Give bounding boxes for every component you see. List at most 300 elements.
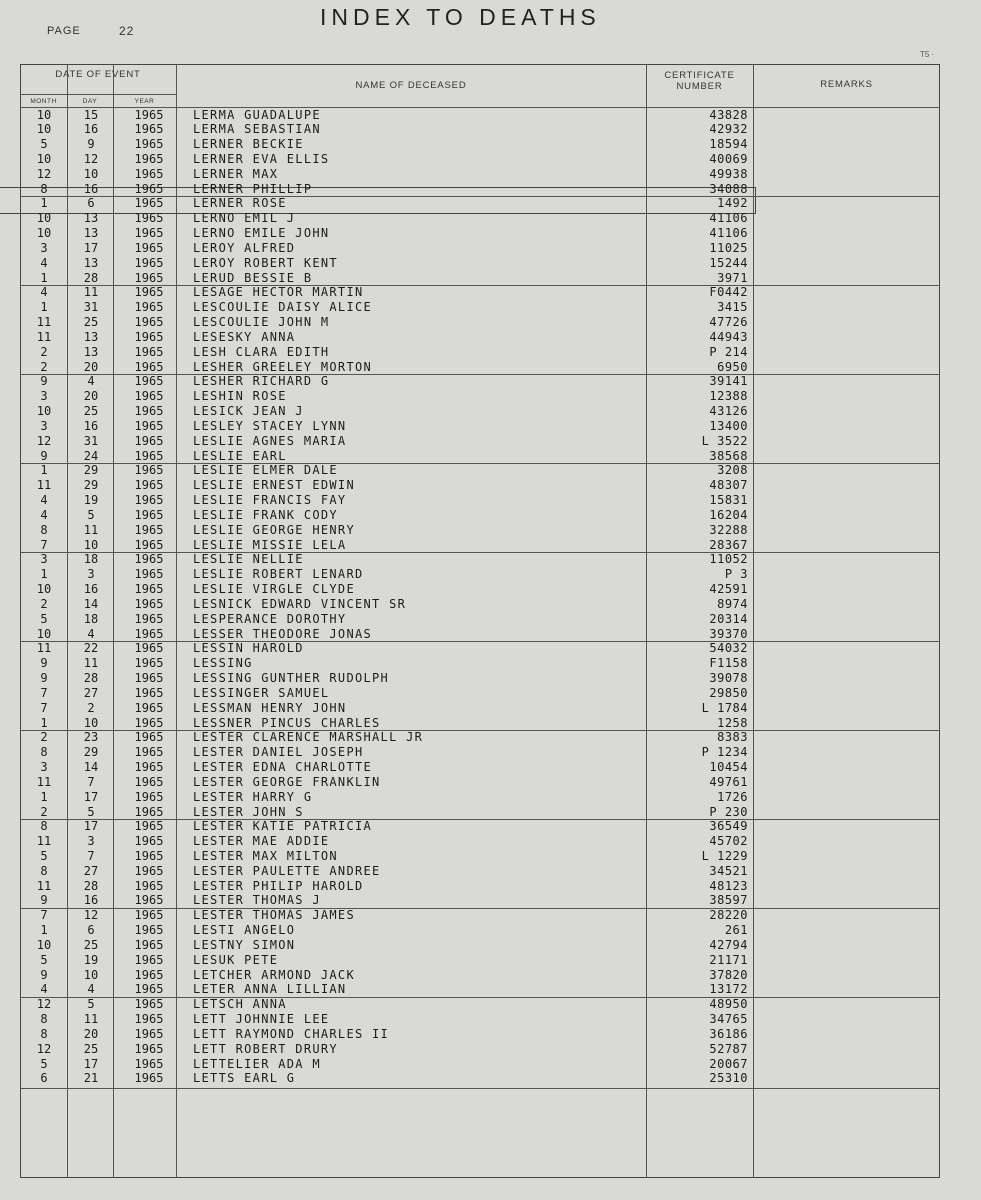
table-row [20,478,940,493]
table-row [20,419,940,434]
record-day: 28 [83,878,99,893]
record-year: 1965 [134,137,164,152]
record-certificate: 43828 [709,107,748,122]
table-row [20,226,940,241]
record-day: 3 [87,834,95,849]
table-row [20,938,940,953]
page-label: PAGE [47,25,81,37]
record-month: 10 [36,404,52,419]
record-certificate: 25310 [709,1071,748,1086]
record-day: 13 [83,226,99,241]
record-certificate: P 1234 [701,745,748,760]
table-row [20,404,940,419]
record-name: LESPERANCE DOROTHY [193,611,347,626]
record-certificate: 48123 [709,878,748,893]
table-row [20,1027,940,1042]
record-month: 10 [36,226,52,241]
record-month: 7 [40,700,48,715]
record-month: 1 [40,715,48,730]
record-certificate: 44943 [709,329,748,344]
record-day: 5 [87,507,95,522]
record-certificate: 43126 [709,404,748,419]
record-year: 1965 [134,878,164,893]
record-day: 20 [83,359,99,374]
record-month: 9 [40,671,48,686]
record-name: LESLIE EARL [193,448,287,463]
record-name: LESHER RICHARD G [193,374,330,389]
record-year: 1965 [134,967,164,982]
table-row [20,849,940,864]
table-row [20,641,940,656]
record-certificate: 11052 [709,552,748,567]
record-month: 11 [36,878,52,893]
header-remarks: REMARKS [820,79,873,90]
record-name: LESTER GEORGE FRANKLIN [193,774,381,789]
header-certificate-number: CERTIFICATE NUMBER [664,70,735,92]
record-name: LESTNY SIMON [193,937,296,952]
record-name: LERNO EMIL J [193,211,296,226]
record-year: 1965 [134,151,164,166]
record-month: 2 [40,344,48,359]
record-certificate: 1258 [717,715,748,730]
record-certificate: 20314 [709,611,748,626]
record-name: LESCOULIE DAISY ALICE [193,300,373,315]
record-month: 3 [40,389,48,404]
record-name: LESH CLARA EDITH [193,344,330,359]
record-year: 1965 [134,937,164,952]
table-row [20,552,940,567]
record-certificate: F0442 [709,285,748,300]
table-row [20,330,940,345]
record-year: 1965 [134,908,164,923]
record-name: LETTELIER ADA M [193,1056,321,1071]
record-year: 1965 [134,507,164,522]
record-day: 15 [83,107,99,122]
record-name: LETCHER ARMOND JACK [193,967,355,982]
table-row [20,775,940,790]
record-day: 21 [83,1071,99,1086]
record-year: 1965 [134,300,164,315]
record-month: 5 [40,611,48,626]
record-day: 16 [83,122,99,137]
record-day: 25 [83,315,99,330]
record-day: 7 [87,774,95,789]
record-day: 25 [83,937,99,952]
record-certificate: 39370 [709,626,748,641]
table-row [20,908,940,923]
record-name: LERNER MAX [193,166,279,181]
record-year: 1965 [134,181,164,196]
record-year: 1965 [134,789,164,804]
record-certificate: 8974 [717,596,748,611]
table-row [20,389,940,404]
record-day: 6 [87,923,95,938]
record-certificate: 41106 [709,226,748,241]
record-year: 1965 [134,418,164,433]
table-row [20,1071,940,1086]
record-certificate: 47726 [709,315,748,330]
record-certificate: P 214 [709,344,748,359]
record-month: 10 [36,211,52,226]
record-month: 1 [40,789,48,804]
record-certificate: 3415 [717,300,748,315]
record-month: 12 [36,1041,52,1056]
table-row [20,285,940,300]
record-name: LESLIE ELMER DALE [193,463,338,478]
record-day: 18 [83,552,99,567]
table-row [20,716,940,731]
record-year: 1965 [134,374,164,389]
table-row [20,1057,940,1072]
record-certificate: 49761 [709,774,748,789]
record-month: 5 [40,1056,48,1071]
table-row [20,582,940,597]
table-row [20,745,940,760]
record-certificate: 38597 [709,893,748,908]
table-row [20,627,940,642]
record-certificate: 1726 [717,789,748,804]
table-row [20,315,940,330]
record-year: 1965 [134,389,164,404]
record-month: 10 [36,151,52,166]
record-day: 17 [83,789,99,804]
record-certificate: 16204 [709,507,748,522]
record-name: LERMA GUADALUPE [193,107,321,122]
record-month: 5 [40,137,48,152]
record-year: 1965 [134,819,164,834]
record-name: LESSING [193,656,253,671]
record-day: 10 [83,537,99,552]
record-year: 1965 [134,626,164,641]
record-day: 23 [83,730,99,745]
record-certificate: 49938 [709,166,748,181]
record-day: 25 [83,404,99,419]
record-month: 1 [40,270,48,285]
record-month: 9 [40,893,48,908]
record-day: 27 [83,685,99,700]
record-year: 1965 [134,1071,164,1086]
record-month: 11 [36,478,52,493]
table-row [20,167,940,182]
table-row [20,463,940,478]
record-name: LESTER MAE ADDIE [193,834,330,849]
record-day: 29 [83,745,99,760]
record-day: 22 [83,641,99,656]
record-name: LESLIE NELLIE [193,552,304,567]
record-certificate: 52787 [709,1041,748,1056]
table-row [20,879,940,894]
record-day: 20 [83,1026,99,1041]
table-row [20,686,940,701]
record-month: 10 [36,107,52,122]
record-certificate: 6950 [717,359,748,374]
record-year: 1965 [134,404,164,419]
record-month: 4 [40,285,48,300]
record-month: 3 [40,240,48,255]
record-day: 18 [83,611,99,626]
record-day: 11 [83,1012,99,1027]
page-title: INDEX TO DEATHS [320,4,601,30]
record-year: 1965 [134,433,164,448]
record-name: LESNICK EDWARD VINCENT SR [193,596,407,611]
record-month: 12 [36,997,52,1012]
record-month: 1 [40,923,48,938]
record-name: LESSING GUNTHER RUDOLPH [193,671,390,686]
record-year: 1965 [134,359,164,374]
record-month: 8 [40,819,48,834]
record-certificate: 3971 [717,270,748,285]
record-name: LESLIE FRANCIS FAY [193,493,347,508]
table-row [20,241,940,256]
record-name: LESHIN ROSE [193,389,287,404]
table-row [20,671,940,686]
table-row [20,434,940,449]
record-day: 28 [83,270,99,285]
record-name: LESSNER PINCUS CHARLES [193,715,381,730]
record-day: 31 [83,433,99,448]
record-name: LERNER BECKIE [193,137,304,152]
record-year: 1965 [134,107,164,122]
record-year: 1965 [134,240,164,255]
record-year: 1965 [134,1012,164,1027]
record-name: LERMA SEBASTIAN [193,122,321,137]
record-year: 1965 [134,537,164,552]
record-day: 11 [83,656,99,671]
record-year: 1965 [134,745,164,760]
record-day: 13 [83,344,99,359]
table-row [20,968,940,983]
record-month: 8 [40,522,48,537]
record-day: 24 [83,448,99,463]
header-month: MONTH [30,98,57,105]
record-month: 5 [40,952,48,967]
record-certificate: 34088 [709,181,748,196]
record-name: LESICK JEAN J [193,404,304,419]
record-year: 1965 [134,641,164,656]
record-year: 1965 [134,700,164,715]
record-day: 16 [83,893,99,908]
record-year: 1965 [134,122,164,137]
record-certificate: 42591 [709,582,748,597]
table-row [20,271,940,286]
record-day: 13 [83,255,99,270]
record-name: LESTER KATIE PATRICIA [193,819,373,834]
record-day: 13 [83,211,99,226]
record-name: LETTS EARL G [193,1071,296,1086]
record-day: 4 [87,626,95,641]
record-name: LESLIE GEORGE HENRY [193,522,355,537]
record-year: 1965 [134,804,164,819]
record-day: 16 [83,418,99,433]
record-name: LETT JOHNNIE LEE [193,1012,330,1027]
record-month: 6 [40,1071,48,1086]
record-certificate: 41106 [709,211,748,226]
record-day: 2 [87,700,95,715]
record-certificate: 45702 [709,834,748,849]
record-month: 8 [40,1012,48,1027]
table-row [20,538,940,553]
table-row [20,345,940,360]
table-row [20,1012,940,1027]
record-certificate: 38568 [709,448,748,463]
record-day: 19 [83,493,99,508]
record-year: 1965 [134,270,164,285]
record-month: 1 [40,567,48,582]
record-month: 7 [40,537,48,552]
record-year: 1965 [134,315,164,330]
record-month: 1 [40,300,48,315]
record-certificate: 261 [724,923,748,938]
record-certificate: F1158 [709,656,748,671]
record-day: 28 [83,671,99,686]
record-name: LERNO EMILE JOHN [193,226,330,241]
record-year: 1965 [134,567,164,582]
record-name: LEROY ROBERT KENT [193,255,338,270]
record-name: LESLIE VIRGLE CLYDE [193,582,355,597]
record-certificate: 28367 [709,537,748,552]
record-year: 1965 [134,893,164,908]
header-subdivider [20,94,176,95]
record-name: LESLIE ROBERT LENARD [193,567,364,582]
record-day: 10 [83,715,99,730]
record-day: 3 [87,567,95,582]
table-row [20,122,940,137]
table-row [20,953,940,968]
record-year: 1965 [134,166,164,181]
record-year: 1965 [134,463,164,478]
record-name: LETER ANNA LILLIAN [193,982,347,997]
table-row [20,449,940,464]
record-name: LETT ROBERT DRURY [193,1041,338,1056]
record-certificate: 40069 [709,151,748,166]
table-row [20,211,940,226]
table-row [20,805,940,820]
table-row [20,819,940,834]
record-day: 9 [87,137,95,152]
table-row [20,730,940,745]
record-day: 5 [87,804,95,819]
record-month: 3 [40,418,48,433]
record-year: 1965 [134,344,164,359]
header-year: YEAR [134,98,155,105]
record-month: 2 [40,804,48,819]
record-year: 1965 [134,255,164,270]
record-name: LERNER PHILLIP [193,181,313,196]
record-name: LESLEY STACEY LYNN [193,418,347,433]
record-year: 1965 [134,582,164,597]
record-year: 1965 [134,1056,164,1071]
table-row [20,508,940,523]
record-day: 13 [83,329,99,344]
record-year: 1965 [134,448,164,463]
record-name: LERNER EVA ELLIS [193,151,330,166]
record-certificate: 18594 [709,137,748,152]
record-certificate: 39078 [709,671,748,686]
record-day: 10 [83,967,99,982]
table-row [20,656,940,671]
record-name: LESSINGER SAMUEL [193,685,330,700]
record-year: 1965 [134,760,164,775]
record-day: 20 [83,389,99,404]
record-certificate: 20067 [709,1056,748,1071]
record-certificate: 8383 [717,730,748,745]
record-name: LESCOULIE JOHN M [193,315,330,330]
record-certificate: 15244 [709,255,748,270]
record-certificate: 42794 [709,937,748,952]
record-day: 5 [87,997,95,1012]
record-month: 10 [36,626,52,641]
record-certificate: 11025 [709,240,748,255]
record-month: 4 [40,507,48,522]
record-day: 29 [83,463,99,478]
record-year: 1965 [134,685,164,700]
record-month: 2 [40,359,48,374]
record-certificate: 28220 [709,908,748,923]
record-name: LESTER DANIEL JOSEPH [193,745,364,760]
record-name: LESTER EDNA CHARLOTTE [193,760,373,775]
header-name-of-deceased: NAME OF DECEASED [355,80,467,91]
table-row [20,182,940,197]
record-name: LESLIE FRANK CODY [193,507,338,522]
record-certificate: 37820 [709,967,748,982]
record-certificate: 48950 [709,997,748,1012]
page-number: 22 [119,24,135,38]
table-row [20,256,940,271]
record-month: 4 [40,493,48,508]
table-row [20,152,940,167]
table-row [20,982,940,997]
record-certificate: 29850 [709,685,748,700]
record-year: 1965 [134,196,164,211]
record-certificate: L 3522 [701,433,748,448]
record-month: 9 [40,374,48,389]
record-name: LESTER HARRY G [193,789,313,804]
record-month: 11 [36,641,52,656]
record-month: 9 [40,448,48,463]
record-month: 11 [36,774,52,789]
record-year: 1965 [134,522,164,537]
record-name: LESTER THOMAS JAMES [193,908,355,923]
record-year: 1965 [134,774,164,789]
record-year: 1965 [134,285,164,300]
corner-mark: T5 · [920,50,935,59]
record-month: 12 [36,166,52,181]
table-row [20,597,940,612]
record-name: LETT RAYMOND CHARLES II [193,1026,390,1041]
header-date-of-event: DATE OF EVENT [55,69,141,80]
record-certificate: 13172 [709,982,748,997]
record-day: 16 [83,181,99,196]
record-year: 1965 [134,329,164,344]
record-day: 12 [83,908,99,923]
record-certificate: 10454 [709,760,748,775]
record-day: 27 [83,863,99,878]
record-day: 4 [87,982,95,997]
record-day: 11 [83,285,99,300]
record-name: LESSMAN HENRY JOHN [193,700,347,715]
record-certificate: 36186 [709,1026,748,1041]
record-day: 4 [87,374,95,389]
record-month: 1 [40,196,48,211]
record-day: 6 [87,196,95,211]
table-row [20,567,940,582]
record-month: 7 [40,685,48,700]
record-year: 1965 [134,923,164,938]
record-year: 1965 [134,596,164,611]
record-certificate: 32288 [709,522,748,537]
record-month: 10 [36,122,52,137]
record-month: 11 [36,315,52,330]
